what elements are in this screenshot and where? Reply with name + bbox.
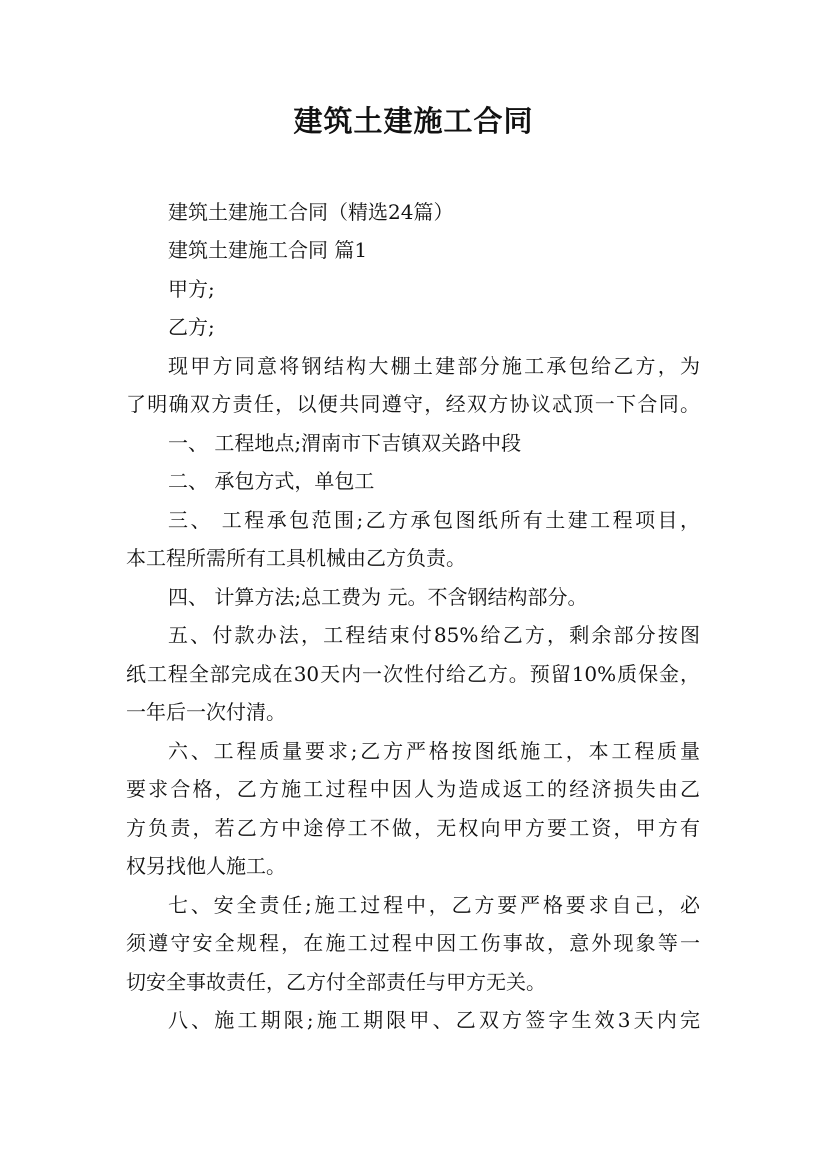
- intro-line-2: 了明确双方责任，以便共同遵守，经双方协议忒顶一下合同。: [126, 392, 700, 416]
- clause-4-calculation: 四、 计算方法;总工费为 元。不含钢结构部分。: [168, 585, 588, 609]
- party-b-line: 乙方;: [168, 315, 215, 339]
- clause-6-line-1: 六、工程质量要求;乙方严格按图纸施工，本工程质量: [168, 739, 700, 763]
- clause-5-line-1: 五、付款办法，工程结束付85%给乙方，剩余部分按图: [168, 623, 700, 647]
- intro-line-1: 现甲方同意将钢结构大棚土建部分施工承包给乙方，为: [168, 354, 700, 378]
- clause-6-line-4: 权另找他人施工。: [126, 854, 286, 878]
- clause-6-line-2: 要求合格，乙方施工过程中因人为造成返工的经济损失由乙: [126, 777, 700, 801]
- clause-3-line-1: 三、 工程承包范围;乙方承包图纸所有土建工程项目，: [168, 508, 700, 532]
- clause-8-line-1: 八、施工期限;施工期限甲、乙双方签字生效3天内完: [168, 1008, 700, 1032]
- clause-3-line-2: 本工程所需所有工具机械由乙方负责。: [126, 546, 466, 570]
- clause-7-line-1: 七、安全责任;施工过程中，乙方要严格要求自己，必: [168, 893, 700, 917]
- clause-7-line-3: 切安全事故责任，乙方付全部责任与甲方无关。: [126, 970, 546, 994]
- clause-6-line-3: 方负责，若乙方中途停工不做，无权向甲方要工资，甲方有: [126, 816, 700, 840]
- clause-5-line-3: 一年后一次付清。: [126, 700, 286, 724]
- document-subtitle: 建筑土建施工合同（精选24篇）: [168, 200, 454, 224]
- document-title: 建筑土建施工合同: [293, 104, 534, 138]
- section-heading: 建筑土建施工合同 篇1: [168, 238, 368, 262]
- party-a-line: 甲方;: [168, 277, 215, 301]
- clause-5-line-2: 纸工程全部完成在30天内一次性付给乙方。预留10%质保金，: [126, 662, 700, 686]
- clause-2-contract-method: 二、 承包方式，单包工: [168, 469, 375, 493]
- clause-1-location: 一、 工程地点;渭南市下吉镇双关路中段: [168, 431, 522, 455]
- clause-7-line-2: 须遵守安全规程，在施工过程中因工伤事故，意外现象等一: [126, 931, 700, 955]
